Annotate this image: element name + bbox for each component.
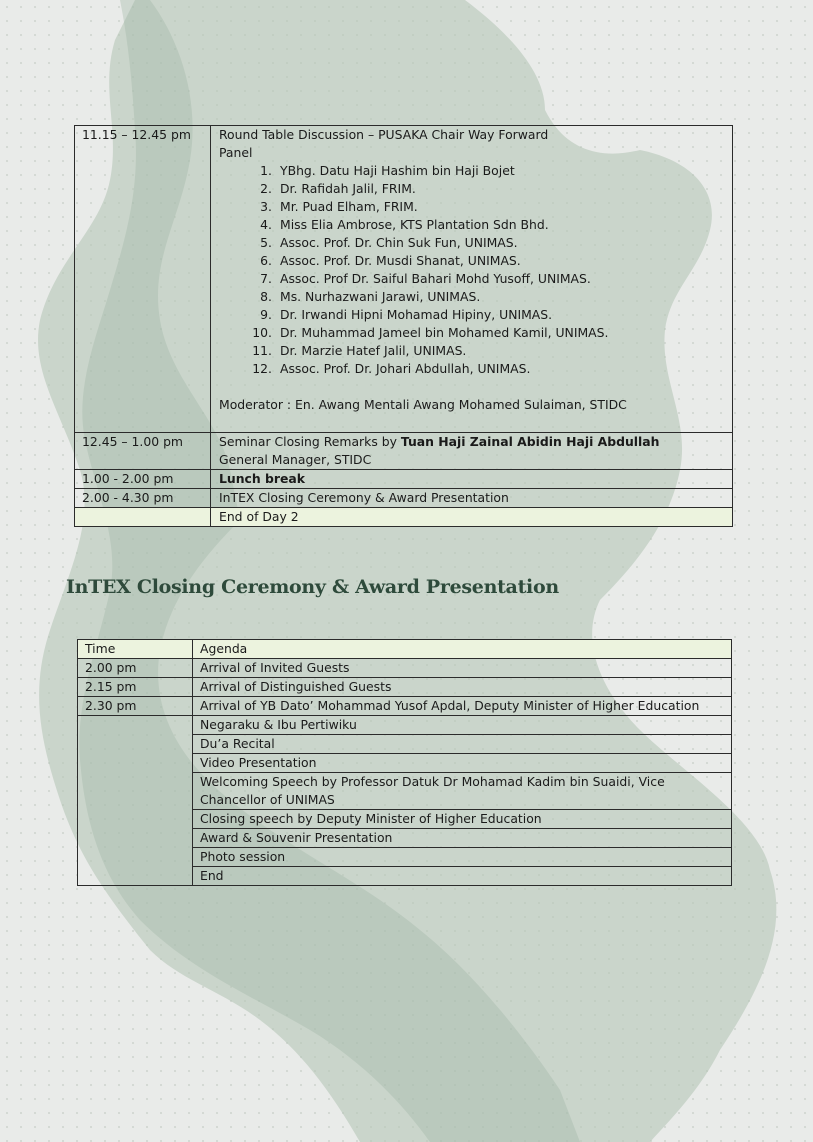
- list-number: 2.: [260, 181, 272, 196]
- list-item: [245, 252, 726, 270]
- list-item: [245, 270, 726, 288]
- spacer: [219, 414, 726, 432]
- list-item: [245, 234, 726, 252]
- agenda-cell: Arrival of YB Dato’ Mohammad Yusof Apdal, Deputy Minister of Higher Education: [193, 697, 732, 716]
- spacer: [219, 378, 726, 396]
- section-heading: InTEX Closing Ceremony & Award Presentation: [66, 576, 559, 598]
- panelist-name: Mr. Puad Elham, FRIM.: [280, 199, 418, 214]
- panelist-name: YBhg. Datu Haji Hashim bin Haji Bojet: [280, 163, 515, 178]
- moderator-line: Moderator : En. Awang Mentali Awang Mohamed Sulaiman, STIDC: [219, 397, 627, 412]
- table-row: [75, 489, 733, 508]
- speaker-name: Tuan Haji Zainal Abidin Haji Abdullah: [400, 434, 660, 449]
- table-row: [75, 433, 733, 470]
- panelist-name: Miss Elia Ambrose, KTS Plantation Sdn Bhd.: [280, 217, 549, 232]
- list-item: [245, 162, 726, 180]
- table-row: [75, 470, 733, 489]
- list-item: [245, 360, 726, 378]
- list-item: [245, 306, 726, 324]
- session-title: Round Table Discussion – PUSAKA Chair Way Forward: [219, 127, 549, 142]
- panelist-name: Assoc. Prof. Dr. Musdi Shanat, UNIMAS.: [280, 253, 521, 268]
- list-number: 11.: [252, 343, 272, 358]
- list-item: [245, 324, 726, 342]
- round-table-cell: [211, 126, 733, 433]
- time-cell-empty: [78, 716, 193, 886]
- panelist-name: Assoc. Prof. Dr. Johari Abdullah, UNIMAS.: [280, 361, 531, 376]
- agenda-cell: [211, 470, 733, 489]
- list-item: [245, 180, 726, 198]
- list-number: 12.: [252, 361, 272, 376]
- table-row: [78, 697, 732, 716]
- list-item: [245, 216, 726, 234]
- table-header-row: [78, 640, 732, 659]
- agenda-cell: Photo session: [193, 848, 732, 867]
- list-item: [245, 342, 726, 360]
- agenda-cell: Closing speech by Deputy Minister of Higher Education: [193, 810, 732, 829]
- table-row: [78, 678, 732, 697]
- list-item: [245, 288, 726, 306]
- time-cell: 1.00 - 2.00 pm: [75, 470, 211, 489]
- panelist-name: Dr. Irwandi Hipni Mohamad Hipiny, UNIMAS.: [280, 307, 553, 322]
- time-cell: 12.45 – 1.00 pm: [75, 433, 211, 470]
- panel-label: Panel: [219, 145, 253, 160]
- list-number: 8.: [260, 289, 272, 304]
- panelist-name: Dr. Marzie Hatef Jalil, UNIMAS.: [280, 343, 467, 358]
- table-row: [75, 508, 733, 527]
- agenda-cell: Negaraku & Ibu Pertiwiku: [193, 716, 732, 735]
- day2-schedule-table: [74, 125, 733, 527]
- list-number: 10.: [252, 325, 272, 340]
- lunch-break-text: Lunch break: [219, 471, 306, 486]
- list-number: 6.: [260, 253, 272, 268]
- column-header-time: Time: [78, 640, 193, 659]
- list-number: 1.: [260, 163, 272, 178]
- list-item: [245, 198, 726, 216]
- agenda-cell: Video Presentation: [193, 754, 732, 773]
- panelist-name: Dr. Muhammad Jameel bin Mohamed Kamil, UNIMAS.: [280, 325, 609, 340]
- closing-ceremony-table: [77, 639, 732, 886]
- closing-remarks-text: Seminar Closing Remarks by: [219, 434, 401, 449]
- time-cell: 11.15 – 12.45 pm: [75, 126, 211, 433]
- table-row: [78, 659, 732, 678]
- agenda-cell: Award & Souvenir Presentation: [193, 829, 732, 848]
- column-header-agenda: Agenda: [193, 640, 732, 659]
- time-cell: [75, 508, 211, 527]
- table-row: [75, 126, 733, 433]
- agenda-cell: Du’a Recital: [193, 735, 732, 754]
- panelist-name: Dr. Rafidah Jalil, FRIM.: [280, 181, 416, 196]
- panelist-name: Ms. Nurhazwani Jarawi, UNIMAS.: [280, 289, 481, 304]
- list-number: 4.: [260, 217, 272, 232]
- panelist-name: Assoc. Prof Dr. Saiful Bahari Mohd Yusoff, UNIMAS.: [280, 271, 591, 286]
- panelist-name: Assoc. Prof. Dr. Chin Suk Fun, UNIMAS.: [280, 235, 518, 250]
- speaker-title: General Manager, STIDC: [219, 452, 372, 467]
- agenda-cell: End of Day 2: [211, 508, 733, 527]
- table-row: [78, 716, 732, 735]
- list-number: 5.: [260, 235, 272, 250]
- panel-list: [219, 162, 726, 378]
- list-number: 7.: [260, 271, 272, 286]
- closing-remarks-cell: [211, 433, 733, 470]
- time-cell: 2.15 pm: [78, 678, 193, 697]
- agenda-cell: Welcoming Speech by Professor Datuk Dr Mohamad Kadim bin Suaidi, Vice Chancellor of UNIMAS: [193, 773, 732, 810]
- time-cell: 2.30 pm: [78, 697, 193, 716]
- time-cell: 2.00 - 4.30 pm: [75, 489, 211, 508]
- agenda-cell: End: [193, 867, 732, 886]
- list-number: 3.: [260, 199, 272, 214]
- agenda-cell: InTEX Closing Ceremony & Award Presentation: [211, 489, 733, 508]
- agenda-cell: Arrival of Distinguished Guests: [193, 678, 732, 697]
- time-cell: 2.00 pm: [78, 659, 193, 678]
- list-number: 9.: [260, 307, 272, 322]
- agenda-cell: Arrival of Invited Guests: [193, 659, 732, 678]
